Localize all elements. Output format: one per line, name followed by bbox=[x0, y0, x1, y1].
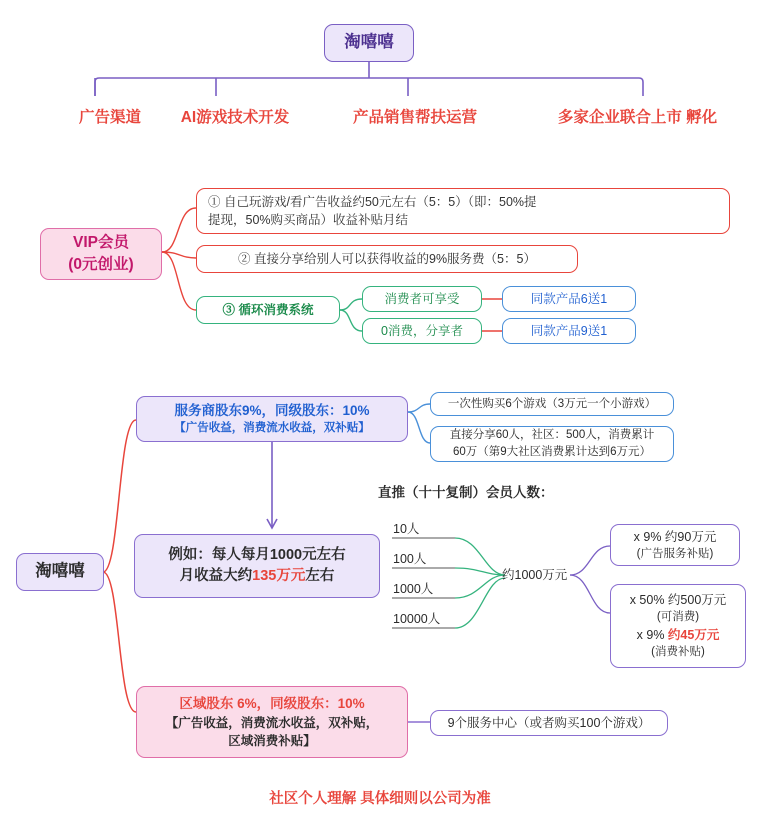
service-shareholder-line-1: 服务商股东9%，同级股东：10% bbox=[174, 402, 370, 418]
direct-push-level-4: 10000人 bbox=[393, 612, 441, 626]
zero-consume-sharer-label: 0消费，分享者 bbox=[381, 323, 463, 338]
direct-push-total: 约1000万元 bbox=[502, 568, 568, 582]
vip-item-2-label: ② 直接分享给别人可以获得收益的9%服务费（5：5） bbox=[238, 251, 536, 266]
service-note-buy-6-games[interactable] bbox=[430, 392, 674, 416]
example-income-highlight: 135万元 bbox=[252, 568, 306, 584]
region-shareholder-node[interactable] bbox=[136, 686, 408, 758]
region-note-service-centers-label: 9个服务中心（或者购买100个游戏） bbox=[447, 715, 651, 730]
example-income-line-2 bbox=[180, 566, 335, 587]
result-consumption-subsidy[interactable] bbox=[610, 584, 746, 668]
root-node-label: 淘嘻嘻 bbox=[344, 33, 394, 52]
vip-item-3[interactable] bbox=[196, 296, 340, 324]
example-income-prefix: 月收益大约 bbox=[179, 568, 253, 584]
result-consumption-line-3-highlight: 约45万元 bbox=[667, 628, 720, 642]
result-consumption-line-1: x 50% 约500万元 bbox=[629, 593, 727, 608]
zero-consume-sharer-node[interactable] bbox=[362, 318, 482, 344]
service-note-direct-share-line-1: 直接分享60人，社区：500人，消费累计 bbox=[449, 429, 655, 442]
service-note-direct-share-line-2: 60万（第9大社区消费累计达到6万元） bbox=[452, 446, 652, 458]
result-consumption-line-4: (消费补贴) bbox=[651, 646, 705, 659]
result-ad-service-subsidy-line-2: (广告服务补贴) bbox=[636, 547, 714, 560]
region-shareholder-line-2: 【广告收益，消费流水收益，双补贴， bbox=[165, 715, 379, 730]
result-consumption-line-3-prefix: x 9% bbox=[636, 628, 668, 642]
example-income-suffix: 左右 bbox=[305, 568, 335, 584]
root-node-bottom-label: 淘嘻嘻 bbox=[35, 562, 85, 581]
result-ad-service-subsidy-line-1: x 9% 约90万元 bbox=[633, 529, 717, 544]
vip-item-1-line-2: 提现，50%购买商品）收益补贴月结 bbox=[208, 213, 409, 227]
branch-label-joint-listing[interactable]: 多家企业联合上市 孵化 bbox=[557, 109, 718, 126]
region-note-service-centers[interactable] bbox=[430, 710, 668, 736]
service-note-buy-6-games-label: 一次性购买6个游戏（3万元一个小游戏） bbox=[447, 397, 657, 410]
region-shareholder-line-3: 区域消费补贴】 bbox=[228, 733, 316, 748]
root-node-taoxixi-bottom[interactable] bbox=[16, 553, 104, 591]
vip-item-1-line-1: ① 自己玩游戏/看广告收益约50元左右（5：5）（即：50%提 bbox=[208, 194, 537, 209]
product-6-give-1-label: 同款产品6送1 bbox=[530, 291, 608, 306]
vip-item-2[interactable] bbox=[196, 245, 578, 273]
branch-label-ad-channel[interactable]: 广告渠道 bbox=[78, 109, 141, 126]
example-income-line-1: 例如：每人每月1000元左右 bbox=[168, 546, 346, 563]
result-consumption-line-3 bbox=[637, 626, 720, 644]
footer-disclaimer: 社区个人理解 具体细则以公司为准 bbox=[269, 791, 491, 807]
result-consumption-line-2: (可消费) bbox=[656, 611, 700, 624]
direct-push-title: 直推（十十复制）会员人数： bbox=[378, 485, 554, 500]
root-node-taoxixi-top[interactable] bbox=[324, 24, 414, 62]
vip-member-subtitle: (0元创业) bbox=[68, 256, 134, 273]
product-9-give-1-label: 同款产品9送1 bbox=[530, 323, 608, 338]
branch-label-ai-game-dev[interactable]: AI游戏技术开发 bbox=[180, 109, 290, 126]
region-shareholder-line-1: 区域股东 6%，同级股东：10% bbox=[179, 696, 365, 712]
consumer-benefit-label: 消费者可享受 bbox=[384, 291, 460, 306]
result-ad-service-subsidy[interactable] bbox=[610, 524, 740, 566]
vip-item-3-label: ③ 循环消费系统 bbox=[222, 302, 314, 317]
product-6-give-1-node[interactable] bbox=[502, 286, 636, 312]
vip-item-1[interactable] bbox=[196, 188, 730, 234]
direct-push-level-2: 100人 bbox=[393, 552, 427, 566]
service-shareholder-line-2: 【广告收益，消费流水收益，双补贴】 bbox=[174, 422, 370, 435]
branch-label-product-sales[interactable]: 产品销售帮扶运营 bbox=[352, 109, 477, 126]
vip-member-title: VIP会员 bbox=[73, 233, 129, 251]
vip-member-node[interactable] bbox=[40, 228, 162, 280]
product-9-give-1-node[interactable] bbox=[502, 318, 636, 344]
example-income-node[interactable] bbox=[134, 534, 380, 598]
consumer-benefit-node[interactable] bbox=[362, 286, 482, 312]
service-note-direct-share[interactable] bbox=[430, 426, 674, 462]
direct-push-level-3: 1000人 bbox=[393, 582, 434, 596]
service-shareholder-node[interactable] bbox=[136, 396, 408, 442]
direct-push-level-1: 10人 bbox=[393, 522, 420, 536]
